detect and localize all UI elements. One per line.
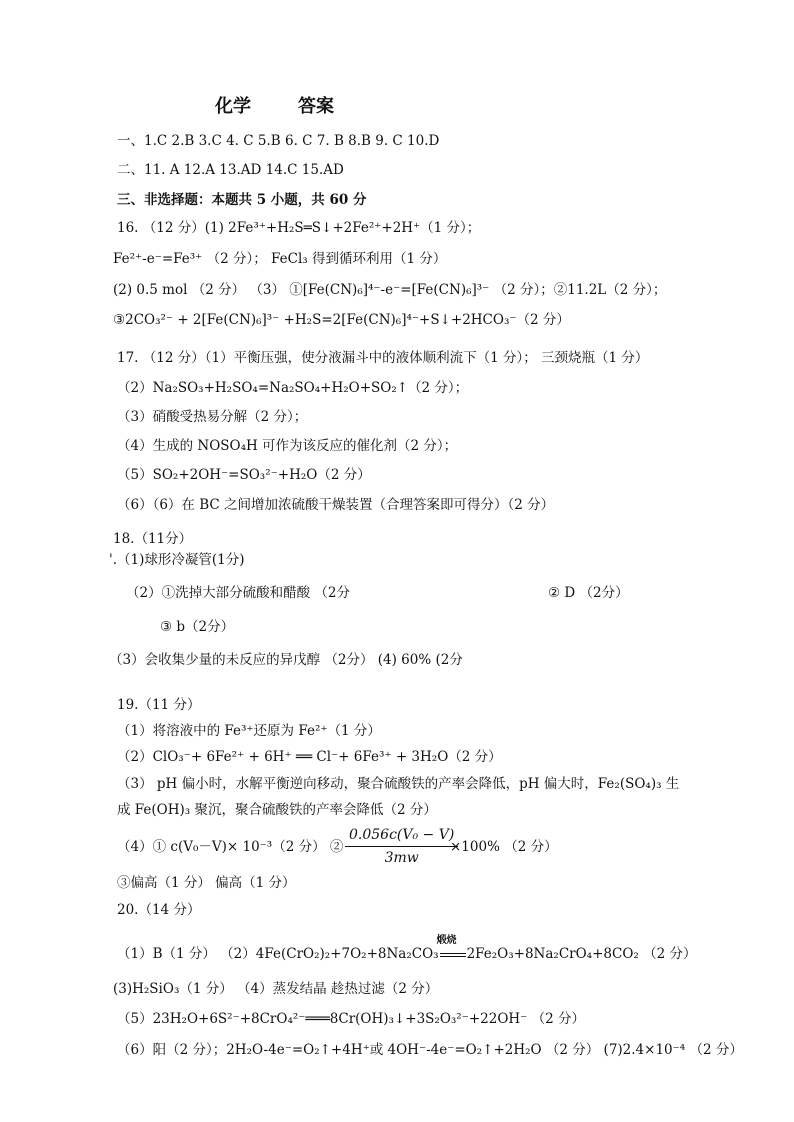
q18-line-2b: ② D （2分） bbox=[548, 585, 629, 601]
reaction-condition-sign bbox=[436, 935, 467, 964]
q16-line-1: 16. （12 分）(1) 2Fe³⁺+H₂S═S↓+2Fe²⁺+2H⁺（1 分）； bbox=[117, 220, 481, 236]
q16-line-4: ③2CO₃²⁻ + 2[Fe(CN)₆]³⁻ +H₂S=2[Fe(CN)₆]⁴⁻+S↓+2HCO₃⁻（2 分） bbox=[113, 312, 570, 328]
double-bar bbox=[440, 953, 466, 957]
q20-line-3: （5）23H₂O+6S²⁻+8CrO₄²⁻═══8Cr(OH)₃↓+3S₂O₃²⁻+22OH⁻ （2 分） bbox=[117, 1011, 585, 1027]
q20-heading: 20.（14 分） bbox=[117, 902, 201, 918]
q16-line-3: (2) 0.5 mol （2 分） （3） ①[Fe(CN)₆]⁴⁻-e⁻=[Fe(CN)₆]³⁻ （2 分）；②11.2L（2 分）； bbox=[113, 282, 667, 298]
q18-line-1: '.（1)球形冷凝管(1分) bbox=[109, 552, 245, 568]
q19-line-4: 成 Fe(OH)₃ 聚沉，聚合硫酸铁的产率会降低（2 分） bbox=[117, 802, 437, 818]
q19-line-6: ③偏高（1 分） 偏高（1 分） bbox=[117, 875, 296, 891]
reaction-condition: 煅烧 bbox=[436, 935, 457, 946]
mc-answers-2: 二、11. A 12.A 13.AD 14.C 15.AD bbox=[117, 162, 344, 178]
q18-heading: 18.（11分） bbox=[113, 531, 193, 547]
q17-line-3: （3）硝酸受热易分解（2 分）； bbox=[117, 409, 308, 425]
subject-title: 化学 bbox=[215, 96, 251, 117]
q19-line-5a: （4）① c(V₀－V)× 10⁻³（2 分） ② bbox=[117, 839, 344, 855]
q19-line-1: （1）将溶液中的 Fe³⁺还原为 Fe²⁺（1 分） bbox=[117, 723, 381, 739]
q18-line-2a: （2）①洗掉大部分硫酸和醋酸 （2分 bbox=[126, 585, 350, 601]
q18-line-3: ③ b（2分） bbox=[160, 619, 235, 635]
q16-line-2: Fe²⁺-e⁻=Fe³⁺ （2 分）； FeCl₃ 得到循环利用（1 分） bbox=[113, 251, 447, 267]
q19-fraction bbox=[345, 826, 458, 867]
q20-line-4: （6）阳（2 分）；2H₂O-4e⁻=O₂↑+4H⁺或 4OH⁻-4e⁻=O₂↑+2H₂O （2 分） (7)2.4×10⁻⁴ （2 分） bbox=[117, 1042, 743, 1058]
q20-line-2: (3)H₂SiO₃（1 分） （4）蒸发结晶 趁热过滤（2 分） bbox=[113, 981, 439, 997]
q19-line-2: （2）ClO₃⁻+ 6Fe²⁺ + 6H⁺ ══ Cl⁻+ 6Fe³⁺ + 3H₂O（2 分） bbox=[117, 749, 502, 765]
q17-line-4: （4）生成的 NOSO₄H 可作为该反应的催化剂（2 分）； bbox=[117, 438, 458, 454]
q19-line-5b: ×100% （2 分） bbox=[450, 839, 558, 855]
q17-line-6: （6）（6）在 BC 之间增加浓硫酸干燥装置（合理答案即可得分）（2 分） bbox=[117, 497, 555, 513]
q20-line-1 bbox=[117, 935, 697, 964]
fraction-denominator: 3mw bbox=[384, 850, 419, 866]
q17-line-1: 17. （12 分）（1）平衡压强，使分液漏斗中的液体顺利流下（1 分）； 三颈烧瓶（1 分） bbox=[117, 350, 649, 366]
q20-line-1a: （1）B（1 分） （2）4Fe(CrO₂)₂+7O₂+8Na₂CO₃ bbox=[117, 946, 439, 962]
mc-answers-1: 一、1.C 2.B 3.C 4. C 5.B 6. C 7. B 8.B 9. C 10.D bbox=[117, 133, 440, 149]
fraction-numerator: 0.056c(V₀ − V) bbox=[345, 826, 458, 847]
q17-line-5: （5）SO₂+2OH⁻=SO₃²⁻+H₂O（2 分） bbox=[117, 467, 371, 483]
section-three-heading: 三、非选择题：本题共 5 小题，共 60 分 bbox=[117, 192, 367, 208]
q18-line-4: （3）会收集少量的未反应的异戊醇 （2分） (4) 60% (2分 bbox=[109, 652, 463, 668]
q17-line-2: （2）Na₂SO₃+H₂SO₄=Na₂SO₄+H₂O+SO₂↑（2 分）； bbox=[117, 380, 469, 396]
answer-title: 答案 bbox=[298, 96, 334, 117]
q19-line-3: （3） pH 偏小时，水解平衡逆向移动，聚合硫酸铁的产率会降低，pH 偏大时，Fe₂(SO₄)₃ 生 bbox=[117, 776, 680, 792]
q19-heading: 19.（11 分） bbox=[117, 697, 201, 713]
q20-line-1b: 2Fe₂O₃+8Na₂CrO₄+8CO₂ （2 分） bbox=[466, 946, 697, 962]
